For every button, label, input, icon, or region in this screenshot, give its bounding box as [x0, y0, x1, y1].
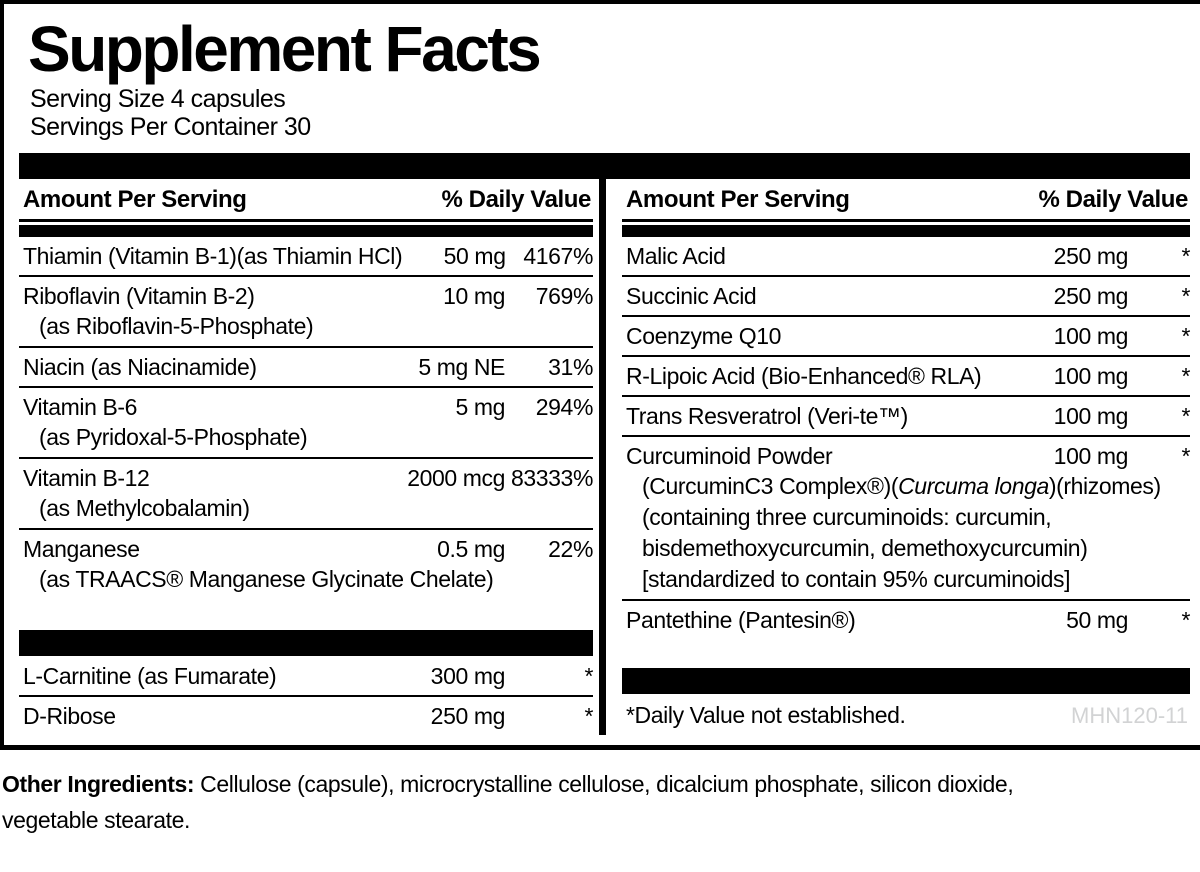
right-bottom-group — [622, 668, 1190, 735]
nutrient-row — [19, 656, 593, 697]
serving-size: Serving Size 4 capsules — [30, 85, 286, 114]
nutrient-name: Riboflavin (Vitamin B-2) — [23, 283, 255, 310]
nutrient-amount: 100 mg — [1053, 323, 1128, 350]
nutrient-row — [19, 459, 593, 530]
nutrient-name: Vitamin B-12 — [23, 465, 150, 492]
nutrient-name: Succinic Acid — [626, 283, 757, 310]
nutrient-dv: * — [584, 703, 593, 730]
nutrient-subline: (as Riboflavin-5-Phosphate) — [39, 313, 314, 340]
nutrient-dv: 22% — [548, 536, 593, 563]
other-ingredients-line2: vegetable stearate. — [2, 807, 191, 833]
nutrient-dv: 31% — [548, 354, 593, 381]
nutrient-name: Malic Acid — [626, 243, 726, 270]
nutrient-amount: 300 mg — [430, 663, 505, 690]
other-ingredients — [2, 766, 1180, 838]
other-ingredients-line1: Cellulose (capsule), microcrystalline cellulose, dicalcium phosphate, silicon dioxide, — [200, 771, 1014, 797]
nutrient-row — [622, 437, 1190, 601]
nutrient-subline: (as Methylcobalamin) — [39, 495, 250, 522]
nutrient-dv: 294% — [535, 394, 593, 421]
nutrient-amount: 100 mg — [1053, 363, 1128, 390]
nutrient-subline: (containing three curcuminoids: curcumin, — [642, 504, 1052, 531]
header-bar — [622, 225, 1190, 237]
nutrient-dv: * — [1181, 607, 1190, 634]
nutrient-amount: 10 mg — [443, 283, 505, 310]
servings-per-container: Servings Per Container 30 — [30, 113, 311, 142]
nutrient-subline: (as TRAACS® Manganese Glycinate Chelate) — [39, 566, 494, 593]
header-dv-label: % Daily Value — [1038, 186, 1188, 214]
nutrient-row — [622, 601, 1190, 639]
nutrient-dv: * — [1181, 283, 1190, 310]
nutrient-amount: 100 mg — [1053, 443, 1128, 470]
nutrient-subline: (CurcuminC3 Complex®)(Curcuma longa)(rhizomes) — [642, 473, 1161, 500]
footnote-row — [622, 694, 1190, 735]
nutrient-row — [19, 277, 593, 348]
nutrient-row — [622, 357, 1190, 397]
nutrient-subline: bisdemethoxycurcumin, demethoxycurcumin) — [642, 535, 1088, 562]
nutrient-name: Pantethine (Pantesin®) — [626, 607, 856, 634]
nutrient-name: Niacin (as Niacinamide) — [23, 354, 257, 381]
nutrient-name: R-Lipoic Acid (Bio-Enhanced® RLA) — [626, 363, 982, 390]
nutrient-amount: 0.5 mg — [437, 536, 505, 563]
nutrient-dv: * — [1181, 323, 1190, 350]
left-bottom-group — [19, 630, 593, 735]
header-bar — [19, 225, 593, 237]
nutrient-row — [19, 237, 593, 277]
nutrient-amount: 5 mg — [455, 394, 505, 421]
nutrient-subline: (as Pyridoxal-5-Phosphate) — [39, 424, 308, 451]
nutrient-name: Coenzyme Q10 — [626, 323, 781, 350]
nutrient-dv: * — [1181, 243, 1190, 270]
nutrient-name: L-Carnitine (as Fumarate) — [23, 663, 277, 690]
section-divider-bar — [19, 630, 593, 656]
supplement-facts-title: Supplement Facts — [28, 13, 540, 85]
nutrient-name: Thiamin (Vitamin B-1)(as Thiamin HCl) — [23, 243, 403, 270]
nutrient-row — [19, 348, 593, 388]
nutrient-dv: * — [1181, 443, 1190, 470]
header-dv-label: % Daily Value — [441, 186, 591, 214]
nutrient-row — [622, 237, 1190, 277]
nutrient-name: Manganese — [23, 536, 140, 563]
nutrient-dv: 769% — [535, 283, 593, 310]
header-amount-label: Amount Per Serving — [23, 186, 247, 214]
nutrient-row — [19, 530, 593, 599]
section-divider-bar — [622, 668, 1190, 694]
botanical-name: Curcuma longa — [898, 473, 1049, 500]
right-column — [622, 179, 1190, 735]
nutrient-dv: * — [1181, 363, 1190, 390]
nutrient-dv: * — [1181, 403, 1190, 430]
nutrient-dv: 83333% — [510, 465, 593, 492]
nutrient-amount: 250 mg — [1053, 243, 1128, 270]
column-divider — [599, 179, 606, 735]
nutrient-row — [622, 397, 1190, 437]
nutrient-dv: * — [584, 663, 593, 690]
top-thick-bar — [19, 153, 1190, 179]
nutrient-row — [622, 317, 1190, 357]
nutrient-amount: 2000 mcg — [407, 465, 505, 492]
nutrient-columns — [19, 179, 1190, 735]
nutrient-amount: 100 mg — [1053, 403, 1128, 430]
nutrient-name: Trans Resveratrol (Veri-te™) — [626, 403, 908, 430]
daily-value-footnote: *Daily Value not established. — [626, 702, 906, 729]
left-column-header — [19, 179, 593, 222]
nutrient-amount: 5 mg NE — [418, 354, 505, 381]
nutrient-row — [622, 277, 1190, 317]
nutrient-row — [19, 388, 593, 459]
nutrient-amount: 250 mg — [1053, 283, 1128, 310]
product-code: MHN120-11 — [1071, 703, 1188, 729]
nutrient-name: D-Ribose — [23, 703, 116, 730]
header-amount-label: Amount Per Serving — [626, 186, 850, 214]
nutrient-amount: 50 mg — [1066, 607, 1128, 634]
nutrient-amount: 250 mg — [430, 703, 505, 730]
left-column — [19, 179, 593, 735]
other-ingredients-label: Other Ingredients: — [2, 771, 195, 797]
nutrient-name: Vitamin B-6 — [23, 394, 138, 421]
nutrient-dv: 4167% — [523, 243, 593, 270]
nutrient-name: Curcuminoid Powder — [626, 443, 833, 470]
nutrient-subline: [standardized to contain 95% curcuminoids] — [642, 566, 1071, 593]
nutrient-amount: 50 mg — [443, 243, 506, 270]
nutrient-row — [19, 697, 593, 735]
right-column-header — [622, 179, 1190, 222]
